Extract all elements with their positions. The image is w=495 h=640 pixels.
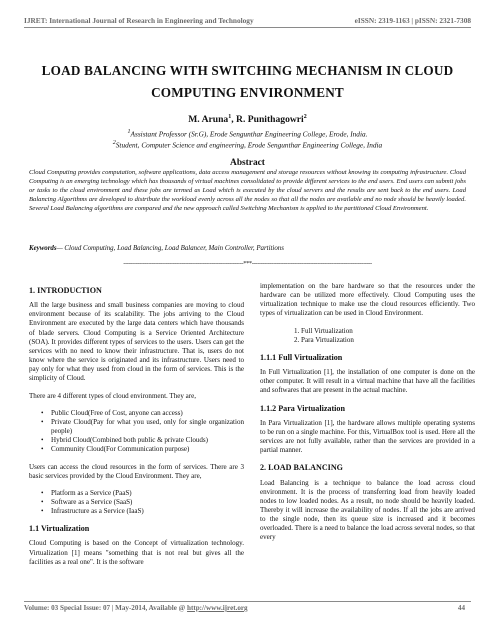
affiliation-2-text: Student, Computer Science and engineering, Erode Sengunthar Engineering College, India (115, 140, 383, 150)
footer-volume (24, 604, 248, 612)
list-item: 2. Para Virtualization (294, 335, 354, 344)
paragraph: Cloud Computing is based on the Concept of virtualization technology. Virtualization [1] means "something that is not real but gives all the facilities as a real one". It is the software (29, 539, 244, 566)
author-sep: , (231, 114, 237, 126)
section-heading-load-balancing: 2. LOAD BALANCING (260, 463, 343, 473)
footer-volume-text: Volume: 03 Special Issue: 07 | May-2014, Available @ (24, 604, 188, 612)
left-column (29, 282, 244, 575)
virtualization-types-list (260, 327, 475, 345)
paper-title (24, 60, 471, 104)
paragraph: Load Balancing is a technique to balance the load across cloud environment. It is the process of transferring load from heavily loaded nodes to low loaded nodes. As a result, no node should be heavily loaded. Thereby it will increase the availability of nodes. If all the jobs are arrived to the single node, then its queue size is increased and it becomes overloaded. There is a need to balance the load across several nodes, so that every (260, 478, 475, 542)
affiliation-1-text: Assistant Professor (Sr.G), Erode Sengunthar Engineering College, Erode, India. (130, 129, 368, 139)
author-1-sup: 1 (228, 114, 232, 120)
paragraph: There are 4 different types of cloud environment. They are, (29, 391, 197, 400)
keywords-text: — Cloud Computing, Load Balancing, Load Balancer, Main Controller, Partitions (56, 245, 284, 252)
cloud-types-list (29, 409, 244, 455)
abstract-heading: Abstract (230, 158, 265, 168)
page-number: 44 (457, 604, 465, 612)
affiliation-1 (24, 128, 471, 139)
affiliation-2 (24, 139, 471, 150)
paragraph: In Para Virtualization [1], the hardware allows multiple operating systems to be run on a single machine. For this, VirtualBox tool is used. Here all the services are not fully available, rather than the services are provided in a partial manner. (260, 418, 475, 455)
authors (24, 114, 471, 125)
author-2-sup: 2 (303, 114, 307, 120)
issn: eISSN: 2319-1163 | pISSN: 2321-7308 (354, 16, 471, 25)
footer-rule (24, 601, 471, 602)
list-item: • Software as a Service (SaaS) (51, 498, 244, 507)
list-item: • Platform as a Service (PaaS) (51, 489, 244, 498)
running-header (24, 10, 471, 28)
section-separator: --------------------------------------------------------------------***-------------------------------------------------------------------- (123, 260, 372, 267)
author-2: R. Punithagowri (236, 114, 304, 126)
services-list (29, 489, 244, 516)
paragraph: Users can access the cloud resources in the form of services. There are 3 basic services provided by the Cloud Environment. They are, (29, 462, 244, 480)
keywords (29, 245, 466, 252)
keywords-label: Keywords (29, 245, 57, 252)
journal-name: IJRET: International Journal of Research in Engineering and Technology (24, 16, 254, 25)
section-heading-para-virtualization: 1.1.2 Para Virtualization (260, 403, 345, 413)
affiliation-2-sup: 2 (112, 139, 116, 146)
list-item: • Private Cloud(Pay for what you used, only for single organization people) (51, 418, 244, 436)
list-item: 1. Full Virtualization (294, 326, 353, 335)
affiliation-1-sup: 1 (127, 129, 131, 135)
abstract-text: Cloud Computing provides computation, software applications, data access management and storage resources without knowing its computing infrastructure. Cloud Computing is an emerging technology which has thousands of virtual machines consolidated to provide different services to the end users. End users can submit jobs or tasks to the cloud environment and these jobs are termed as Load which is executed by the cloud servers and the results are sent back to the end users. Load Balancing Algorithms are developed to distribute the workload evenly across all the nodes so that all the nodes are available and no node should be heavily loaded. Several Load Balancing algorithms are compared and the new approach called Switching Mechanism is applied to the partitioned Cloud Environment. (29, 169, 466, 212)
section-heading-virtualization: 1.1 Virtualization (29, 524, 90, 534)
title-line-1: LOAD BALANCING WITH SWITCHING MECHANISM IN CLOUD (41, 63, 454, 78)
list-item: • Infrastructure as a Service (IaaS) (51, 507, 244, 516)
journal-link[interactable]: http://www.ijret.org (187, 604, 248, 612)
list-item: • Public Cloud(Free of Cost, anyone can access) (51, 409, 244, 418)
list-item: • Hybrid Cloud(Combined both public & private Clouds) (51, 436, 244, 445)
title-line-2: COMPUTING ENVIRONMENT (151, 85, 344, 100)
section-heading-introduction: 1. INTRODUCTION (29, 286, 102, 295)
affiliations (24, 128, 471, 150)
paragraph: All the large business and small business companies are moving to cloud environment because of its scalability. The jobs arriving to the Cloud Environment are executed by the large data centers which have thousands of blade servers. Cloud Computing is a Service Oriented Architecture (SOA). It provides different types of services to the users. Users can get the services with no need to know their infrastructure. That is, users do not know where the service is originated and its infrastructure. Users need to pay only for what they used from cloud in the form of services. This is the simplicity of Cloud. (29, 301, 244, 383)
author-1: M. Aruna (188, 114, 229, 126)
list-item: • Community Cloud(For Communication purpose) (51, 445, 244, 454)
right-column (260, 282, 475, 551)
header-rule (24, 27, 471, 28)
paragraph: implementation on the bare hardware so that the resources under the hardware can be utilized more effectively. Cloud Computing uses the virtualization technique to make use the cloud resources efficiently. Two types of virtualization can be used in Cloud Environment. (260, 282, 475, 318)
section-heading-full-virtualization: 1.1.1 Full Virtualization (260, 352, 343, 362)
paragraph: In Full Virtualization [1], the installation of one computer is done on the other computer. It will result in a virtual machine that have all the facilities and softwares that are present in the actual machine. (260, 368, 475, 395)
